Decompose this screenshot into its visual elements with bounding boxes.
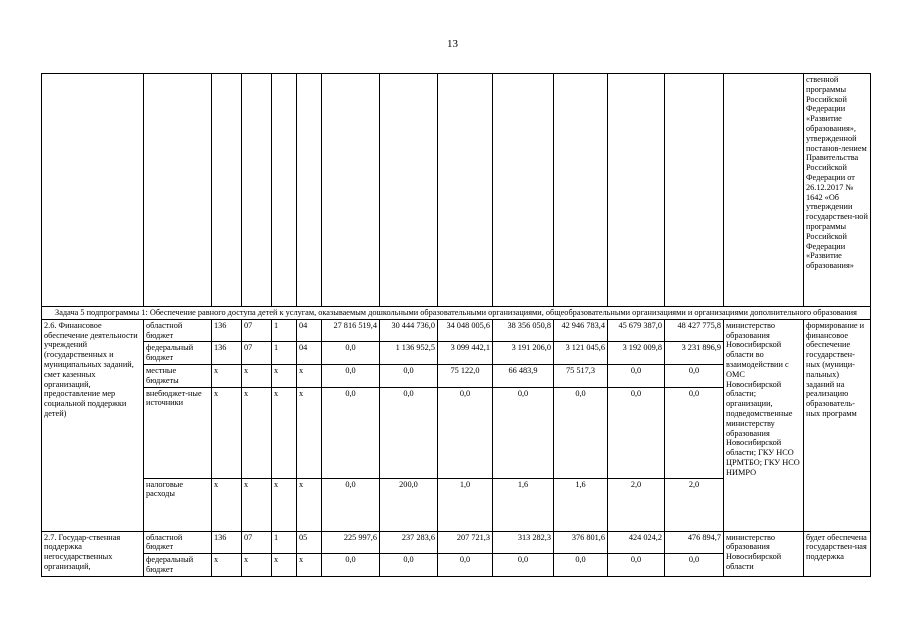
table-row: местные бюджеты x x x x 0,0 0,0 75 122,0 66 483,9 75 517,3 0,0 0,0: [42, 364, 871, 387]
legal-basis-note: ственной программы Российской Федерации «Развитие образования», утвержденной постанов-лением Правительства Российской Федерации от 26.12.2017 № 1642 «Об утверждении государствен-ной программы Российской Федерации «Развитие образования»: [804, 74, 871, 307]
program-table: [41, 73, 871, 577]
task-row: [42, 307, 871, 320]
item-2-7-executors: министерство образования Новосибирской области: [724, 531, 804, 576]
task-5-heading: Задача 5 подпрограммы 1: Обеспечение равного доступа детей к услугам, оказываемым дошкольными образовательными организациями, общеобразовательными организациями и организациями дополнительного образования: [42, 307, 871, 320]
table-row: 2.6. Финансовое обеспечение деятельности учреждений (государственных и муниципальных заданий, смет казенных организаций, предоставление мер социальной поддержки детей) областной бюджет 136 07 1 04 27 816 519,4 30 444 736,0 34 048 005,6 38 356 050,8 42 946 783,4 45 679 387,0 48 427 775,8 министерство образования Новосибирской области во взаимодействии с ОМС Новосибирской области; организации, подведомственные министерству образования Новосибирской области; ГКУ НСО ЦРМТБО; ГКУ НСО НИМРО формирование и финансовое обеспечение государствен-ных (муници-пальных) заданий на реализацию образователь-ных программ: [42, 319, 871, 342]
table-row: 2.7. Государ-ственная поддержка негосударственных организаций, областной бюджет 136 07 1 05 225 997,6 237 283,6 207 721,3 313 282,3 376 801,6 424 024,2 476 894,7 министерство образования Новосибирской области будет обеспечена государствен-ная поддержка: [42, 531, 871, 554]
table-row: внебюджет-ные источники x x x x 0,0 0,0 0,0 0,0 0,0 0,0 0,0: [42, 387, 871, 478]
item-2-7-name: 2.7. Государ-ственная поддержка негосударственных организаций,: [42, 531, 144, 576]
table-row: налоговые расходы x x x x 0,0 200,0 1,0 1,6 1,6 2,0 2,0: [42, 478, 871, 531]
table-row: федеральный бюджет 136 07 1 04 0,0 1 136 952,5 3 099 442,1 3 191 206,0 3 121 045,6 3 192 009,8 3 231 896,9: [42, 342, 871, 365]
table-row: федеральный бюджет x x x x 0,0 0,0 0,0 0,0 0,0 0,0 0,0: [42, 554, 871, 577]
item-2-6-result: формирование и финансовое обеспечение государствен-ных (муници-пальных) заданий на реализацию образователь-ных программ: [804, 319, 871, 531]
top-continuation-row: [42, 74, 871, 307]
item-2-6-executors: министерство образования Новосибирской области во взаимодействии с ОМС Новосибирской области; организации, подведомственные министерству образования Новосибирской области; ГКУ НСО ЦРМТБО; ГКУ НСО НИМРО: [724, 319, 804, 531]
page-number: 13: [447, 38, 458, 50]
item-2-7-result: будет обеспечена государствен-ная поддержка: [804, 531, 871, 576]
item-2-6-name: 2.6. Финансовое обеспечение деятельности учреждений (государственных и муниципальных заданий, смет казенных организаций, предоставление мер социальной поддержки детей): [42, 319, 144, 531]
